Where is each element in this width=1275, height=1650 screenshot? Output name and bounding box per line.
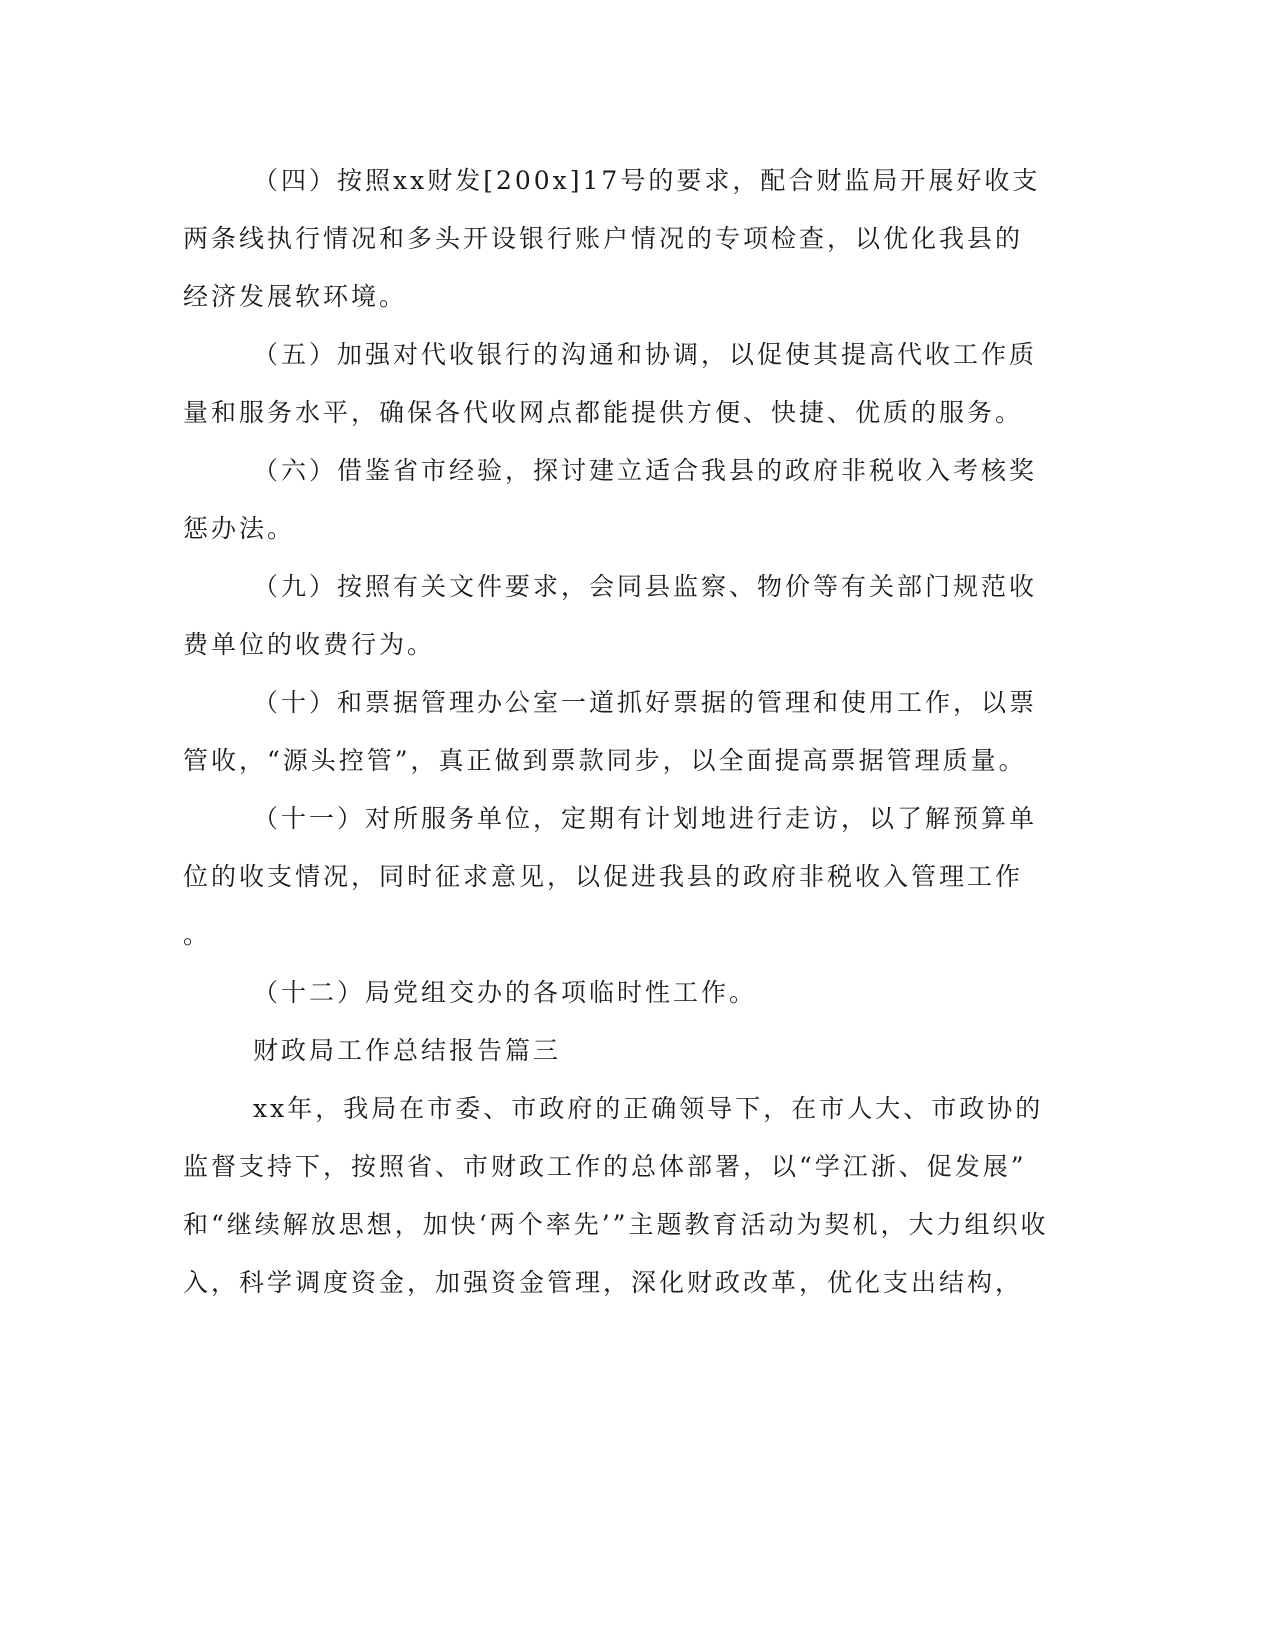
section-heading <box>183 1022 1043 1080</box>
section-title: 财政局工作总结报告篇三 <box>253 1036 562 1065</box>
text-line: 经济发展软环境。 <box>183 282 408 311</box>
paragraph-10 <box>183 674 1043 790</box>
text-line: 。 <box>183 920 212 949</box>
paragraph-12 <box>183 964 1043 1022</box>
text-line: （十）和票据管理办公室一道抓好票据的管理和使用工作，以票 <box>253 688 1038 717</box>
text-line: （九）按照有关文件要求，会同县监察、物价等有关部门规范收 <box>253 572 1038 601</box>
paragraph-5 <box>183 326 1043 442</box>
document-body <box>183 152 1049 1312</box>
paragraph-9 <box>183 558 1043 674</box>
text-line: 两条线执行情况和多头开设银行账户情况的专项检查，以优化我县的 <box>183 224 1024 253</box>
paragraph-intro <box>183 1080 1049 1312</box>
text-line: 量和服务水平，确保各代收网点都能提供方便、快捷、优质的服务。 <box>183 398 1024 427</box>
text-line: （十二）局党组交办的各项临时性工作。 <box>253 978 758 1007</box>
text-line: （四）按照xx财发[200x]17号的要求，配合财监局开展好收支 <box>253 166 1041 195</box>
text-line: 管收，“源头控管”，真正做到票款同步，以全面提高票据管理质量。 <box>183 746 1027 775</box>
paragraph-6 <box>183 442 1043 558</box>
text-line: xx年，我局在市委、市政府的正确领导下，在市人大、市政协的 <box>253 1094 1044 1123</box>
text-line: （十一）对所服务单位，定期有计划地进行走访，以了解预算单 <box>253 804 1038 833</box>
text-line: 和“继续解放思想，加快‘两个率先’”主题教育活动为契机，大力组织收 <box>183 1210 1049 1239</box>
text-line: 监督支持下，按照省、市财政工作的总体部署，以“学江浙、促发展” <box>183 1152 1027 1181</box>
text-line: 惩办法。 <box>183 514 296 543</box>
text-line: 费单位的收费行为。 <box>183 630 436 659</box>
text-line: 入，科学调度资金，加强资金管理，深化财政改革，优化支出结构， <box>183 1268 1024 1297</box>
text-line: （六）借鉴省市经验，探讨建立适合我县的政府非税收入考核奖 <box>253 456 1038 485</box>
paragraph-4 <box>183 152 1043 326</box>
text-line: 位的收支情况，同时征求意见，以促进我县的政府非税收入管理工作 <box>183 862 1024 891</box>
paragraph-11 <box>183 790 1043 964</box>
text-line: （五）加强对代收银行的沟通和协调，以促使其提高代收工作质 <box>253 340 1038 369</box>
